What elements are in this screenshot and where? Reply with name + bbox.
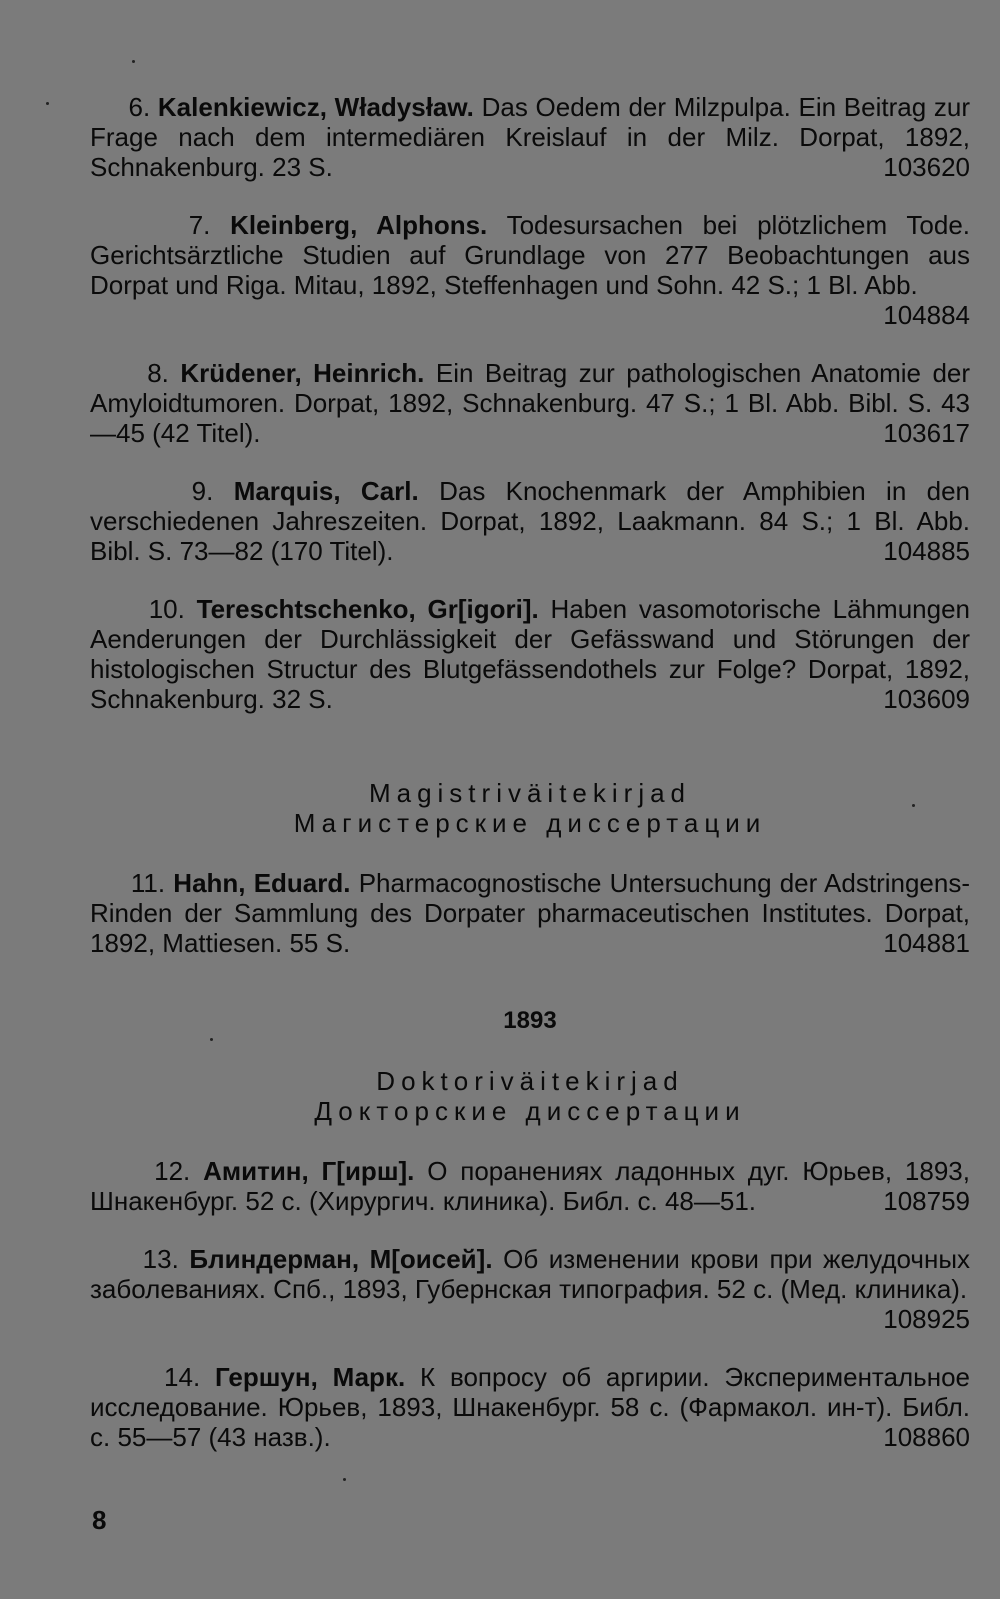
section-heading-russian: Магистерские диссертации — [293, 808, 767, 838]
year-heading: 1893 — [503, 1007, 557, 1034]
entry-call-number: 104884 — [883, 300, 970, 330]
entry-description: О поранениях ладонных дуг. Юрьев, 1893, Шнакенбург. 52 с. (Хирургич. клиника). Библ. с. 48—51. — [90, 1156, 970, 1216]
entry-number: 9. — [191, 476, 214, 506]
bibliography-entry — [90, 358, 970, 448]
entry-call-number: 104881 — [883, 928, 970, 958]
entry-description: Об изменении крови при желудочных заболеваниях. Спб., 1893, Губернская типография. 52 с. (Мед. клиника). — [90, 1244, 971, 1304]
section-heading-estonian: Doktoriväitekirjad — [376, 1066, 684, 1096]
entry-text — [90, 594, 970, 714]
page-body — [90, 92, 970, 1480]
bibliography-entry — [90, 594, 970, 714]
entry-text — [90, 868, 970, 958]
speck — [912, 804, 915, 807]
entry-text — [90, 1362, 970, 1452]
entry-author: Амитин, Г[ирш]. — [203, 1156, 415, 1186]
entry-text — [90, 210, 971, 330]
entry-text — [90, 358, 970, 448]
bibliography-entry — [90, 868, 970, 958]
section-heading-estonian: Magistriväitekirjad — [368, 778, 692, 808]
bibliography-entry — [90, 1156, 970, 1216]
entry-text — [90, 1244, 971, 1334]
bibliography-section-1892-doctoral — [90, 92, 970, 714]
entry-number: 13. — [142, 1244, 179, 1274]
entry-author: Krüdener, Heinrich. — [180, 358, 425, 388]
speck — [46, 102, 49, 105]
entry-description: Das Oedem der Milzpulpa. Ein Beitrag zur Frage nach dem intermediären Kreislauf in der Milz. Dorpat, 1892, Schnakenburg. 23 S. — [90, 92, 970, 182]
bibliography-entry — [90, 1244, 970, 1334]
entry-description: Pharmacognostische Untersuchung der Adstringens-Rinden der Sammlung des Dorpater pharmaceutischen Institutes. Dorpat, 1892, Mattiesen. 55 S. — [90, 868, 970, 958]
entry-number: 10. — [148, 594, 185, 624]
entry-call-number: 103617 — [883, 418, 970, 448]
entry-number: 7. — [188, 210, 211, 240]
entry-text — [90, 92, 970, 182]
entry-description: Das Knochenmark der Amphibien in den verschiedenen Jahreszeiten. Dorpat, 1892, Laakmann. 84 S.; 1 Bl. Abb. Bibl. S. 73—82 (170 Titel). — [90, 476, 970, 566]
page-number: 8 — [92, 1505, 107, 1535]
entry-number: 14. — [164, 1362, 201, 1392]
entry-description: Ein Beitrag zur pathologischen Anatomie der Amyloidtumoren. Dorpat, 1892, Schnakenburg. 47 S.; 1 Bl. Abb. Bibl. S. 43—45 (42 Titel). — [90, 358, 971, 448]
entry-author: Hahn, Eduard. — [173, 868, 351, 898]
speck — [210, 1038, 213, 1041]
bibliography-section-1892-master — [90, 868, 970, 958]
entry-number: 11. — [130, 868, 166, 898]
entry-call-number: 108759 — [883, 1186, 970, 1216]
entry-author: Kalenkiewicz, Władysław. — [157, 92, 474, 122]
bibliography-entry — [90, 92, 970, 182]
entry-number: 8. — [147, 358, 169, 388]
entry-author: Tereschtschenko, Gr[igori]. — [196, 594, 539, 624]
entry-author: Гершун, Марк. — [215, 1362, 406, 1392]
entry-call-number: 103620 — [883, 152, 970, 182]
entry-author: Блиндерман, М[оисей]. — [189, 1244, 493, 1274]
entry-number: 12. — [154, 1156, 191, 1186]
bibliography-entry — [90, 210, 970, 330]
speck — [132, 60, 135, 63]
entry-call-number: 108925 — [883, 1304, 970, 1334]
entry-description: К вопросу об аргирии. Экспериментальное исследование. Юрьев, 1893, Шнакенбург. 58 с. (Фармакол. ин-т). Библ. с. 55—57 (43 назв.). — [90, 1362, 970, 1452]
entry-text — [90, 1156, 970, 1216]
entry-call-number: 103609 — [883, 684, 970, 714]
entry-author: Marquis, Carl. — [233, 476, 419, 506]
entry-author: Kleinberg, Alphons. — [230, 210, 488, 240]
entry-call-number: 108860 — [883, 1422, 970, 1452]
bibliography-entry — [90, 1362, 970, 1452]
entry-description: Haben vasomotorische Lähmungen Aenderungen der Durchlässigkeit der Gefässwand und Störungen der histologischen Structur des Blutgefässendothels zur Folge? Dorpat, 1892, Schnakenburg. 32 S. — [90, 594, 971, 714]
entry-call-number: 104885 — [883, 536, 970, 566]
bibliography-section-1893-doctoral — [90, 1156, 970, 1452]
entry-text — [90, 476, 970, 566]
entry-description: Todesursachen bei plötzlichem Tode. Gerichtsärztliche Studien auf Grundlage von 277 Beobachtungen aus Dorpat und Riga. Mitau, 1892, Steffenhagen und Sohn. 42 S.; 1 Bl. Abb. — [90, 210, 971, 300]
section-heading-russian: Докторские диссертации — [314, 1096, 746, 1126]
entry-number: 6. — [128, 92, 151, 122]
bibliography-entry — [90, 476, 970, 566]
speck — [343, 1478, 346, 1481]
